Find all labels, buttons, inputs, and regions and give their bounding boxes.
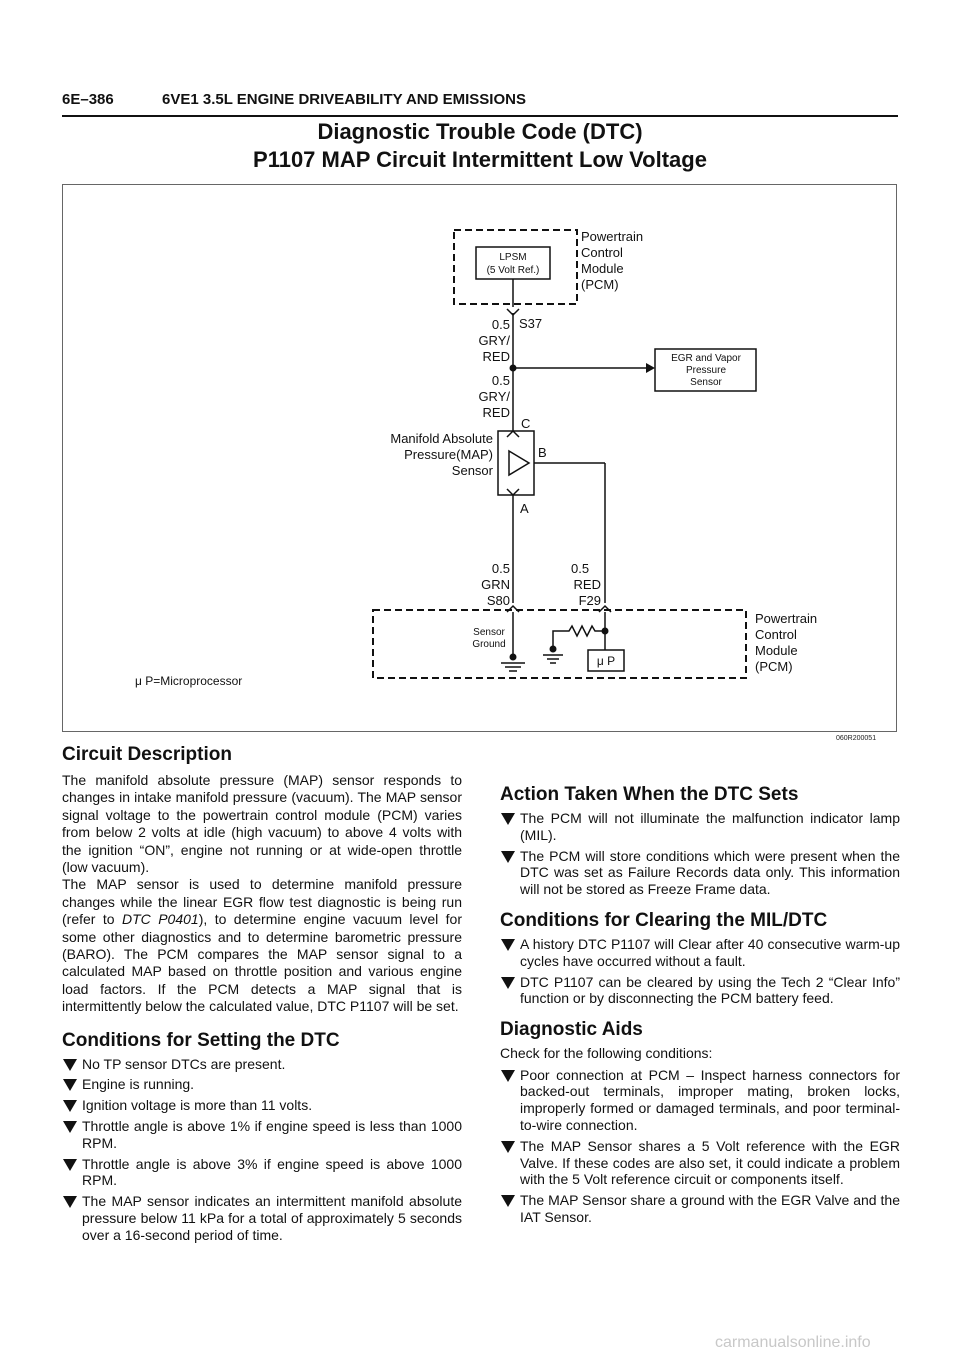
grn-label-1: 0.5 <box>491 561 510 576</box>
action-taken-heading: Action Taken When the DTC Sets <box>500 784 799 805</box>
triangle-bullet-icon <box>501 1141 515 1153</box>
wire1-label-1: 0.5 <box>491 317 510 332</box>
egr-label-3: Sensor <box>690 377 722 388</box>
connector-a <box>507 489 519 495</box>
sensor-ground-label-1: Sensor <box>473 627 505 638</box>
wire1-label-2: GRY/ <box>478 333 510 348</box>
red-label-3: F29 <box>578 593 601 608</box>
conditions-clearing-heading: Conditions for Clearing the MIL/DTC <box>500 909 828 931</box>
pcm-top-label-3: Module <box>581 261 624 276</box>
title-line-2: P1107 MAP Circuit Intermittent Low Voltage <box>253 147 707 172</box>
list-item: DTC P1107 can be cleared by using the Tech 2 “Clear Info” function or by disconnecting the PCM battery feed. <box>500 974 900 1008</box>
wire2-label-2: GRY/ <box>478 389 510 404</box>
triangle-bullet-icon <box>501 939 515 951</box>
action-taken-list <box>500 810 900 898</box>
microprocessor-legend: μ P=Microprocessor <box>135 674 243 688</box>
list-item: The MAP Sensor shares a 5 Volt reference with the EGR Valve. If these codes are also set, it could indicate a problem with the 5 Volt reference circuit or components itself. <box>500 1138 900 1188</box>
list-item: Throttle angle is above 3% if engine speed is above 1000 RPM. <box>62 1156 462 1190</box>
triangle-bullet-icon <box>63 1159 77 1171</box>
lpsm-label-1: LPSM <box>499 252 527 263</box>
list-item: Throttle angle is above 1% if engine speed is less than 1000 RPM. <box>62 1118 462 1152</box>
microprocessor-label: μ P <box>596 654 616 668</box>
triangle-bullet-icon <box>63 1196 77 1208</box>
list-item: The MAP Sensor share a ground with the EGR Valve and the IAT Sensor. <box>500 1192 900 1226</box>
pcm-bottom-label-3: Module <box>755 643 798 658</box>
list-item: A history DTC P1107 will Clear after 40 consecutive warm-up cycles have occurred without a fault. <box>500 936 900 970</box>
pcm-bottom-box <box>373 610 746 678</box>
page-title <box>62 118 898 174</box>
title-line-1: Diagnostic Trouble Code (DTC) <box>317 119 643 144</box>
list-item: Engine is running. <box>62 1076 462 1093</box>
wire2-label-1: 0.5 <box>491 373 510 388</box>
list-item: The MAP sensor indicates an intermittent manifold absolute pressure below 11 kPa for a total of approximately 5 seconds over a 16-second period of time. <box>62 1193 462 1243</box>
pin-c: C <box>521 416 531 431</box>
watermark: carmanualsonline.info <box>715 1334 871 1351</box>
map-sensor-symbol <box>509 451 529 475</box>
wire1-label-3: RED <box>482 349 510 364</box>
triangle-bullet-icon <box>501 977 515 989</box>
list-item: Ignition voltage is more than 11 volts. <box>62 1097 462 1114</box>
right-column-main <box>500 784 900 1230</box>
figure-code: 060R200051 <box>836 735 877 742</box>
triangle-bullet-icon <box>63 1100 77 1112</box>
egr-label-1: EGR and Vapor <box>671 353 741 364</box>
list-item: Poor connection at PCM – Inspect harness connectors for backed-out terminals, improper mating, broken locks, improperly formed or damaged terminals, and poor terminal-to-wire connection. <box>500 1067 900 1134</box>
egr-label-2: Pressure <box>685 365 727 376</box>
triangle-bullet-icon <box>63 1079 77 1091</box>
grn-label-2: GRN <box>481 577 510 592</box>
map-label-2: Pressure(MAP) <box>404 447 493 462</box>
connector-c <box>507 431 519 437</box>
pcm-top-label-4: (PCM) <box>581 277 619 292</box>
pin-a: A <box>520 501 529 516</box>
wire2-label-3: RED <box>482 405 510 420</box>
map-label-3: Sensor <box>451 463 493 478</box>
pcm-top-label-1: Powertrain <box>581 229 644 244</box>
page-number: 6E–386 <box>62 91 114 108</box>
triangle-bullet-icon <box>501 851 515 863</box>
lpsm-label-2: (5 Volt Ref.) <box>486 265 540 276</box>
triangle-bullet-icon <box>501 1195 515 1207</box>
pcm-top-label-2: Control <box>581 245 623 260</box>
conditions-setting-heading: Conditions for Setting the DTC <box>62 1029 340 1051</box>
grn-label-3: S80 <box>486 593 510 608</box>
red-label-1: 0.5 <box>571 561 590 576</box>
triangle-bullet-icon <box>501 813 515 825</box>
triangle-bullet-icon <box>501 1070 515 1082</box>
pin-s37: S37 <box>519 316 543 331</box>
list-item: The PCM will store conditions which were present when the DTC was set as Failure Records data only. This information will not be stored as Freeze Frame data. <box>500 848 900 898</box>
diagnostic-aids-list <box>500 1067 900 1226</box>
dtc-reference: DTC P0401 <box>122 911 199 928</box>
pcm-bottom-label-2: Control <box>755 627 797 642</box>
wiring-diagram <box>62 184 897 732</box>
page-header <box>62 89 898 117</box>
left-column <box>62 744 462 1248</box>
pcm-bottom-label-1: Powertrain <box>755 611 818 626</box>
circuit-description-heading: Circuit Description <box>62 744 232 765</box>
circuit-description-p1: The manifold absolute pressure (MAP) sensor responds to changes in intake manifold pressure (vacuum). The MAP sensor signal voltage to the powertrain control module (PCM) varies from below 2 volts at idle (high vacuum) to above 4 volts with the ignition “ON”, engine not running or at wide-open throttle (low vacuum). <box>62 772 462 876</box>
triangle-bullet-icon <box>63 1121 77 1133</box>
map-label-1: Manifold Absolute <box>390 431 493 446</box>
sensor-ground-label-2: Ground <box>472 639 506 650</box>
circuit-description-p2: The MAP sensor is used to determine manifold pressure changes while the linear EGR flow test diagnostic is being run (refer to DTC P0401), to determine engine vacuum level for some other diagnostics and to determine barometric pressure (BARO). The PCM compares the MAP sensor signal to a calculated MAP based on throttle position and various engine load factors. If the PCM detects a MAP signal that is intermittently below the calculated value, DTC P1107 will be set. <box>62 876 462 1015</box>
pin-b: B <box>538 445 547 460</box>
list-item: The PCM will not illuminate the malfunction indicator lamp (MIL). <box>500 810 900 844</box>
pcm-bottom-label-4: (PCM) <box>755 659 793 674</box>
diagnostic-aids-heading: Diagnostic Aids <box>500 1019 643 1041</box>
red-label-2: RED <box>573 577 601 592</box>
diagnostic-aids-intro: Check for the following conditions: <box>500 1045 713 1062</box>
conditions-setting-list <box>62 1056 462 1244</box>
egr-arrow <box>646 363 655 373</box>
list-item: No TP sensor DTCs are present. <box>62 1056 462 1073</box>
section-title: 6VE1 3.5L ENGINE DRIVEABILITY AND EMISSIONS <box>162 91 526 108</box>
triangle-bullet-icon <box>63 1059 77 1071</box>
conditions-clearing-list <box>500 936 900 1007</box>
pullup-resistor <box>553 626 605 649</box>
